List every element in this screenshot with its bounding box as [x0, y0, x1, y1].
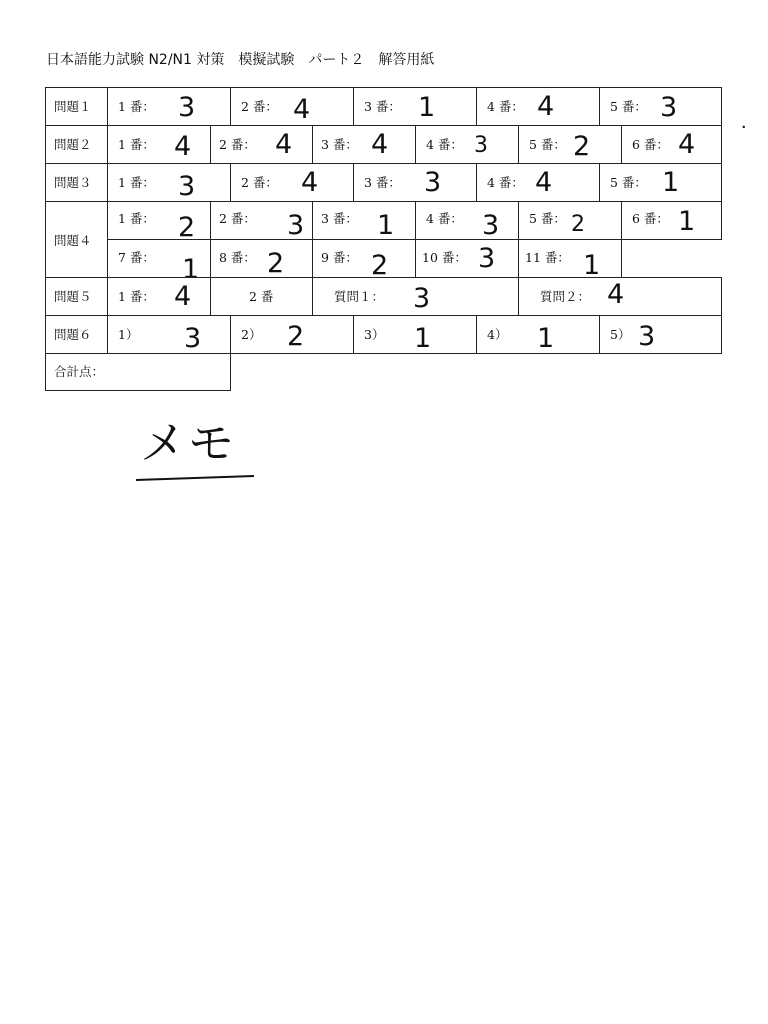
mondai6-item-1-label: 1）: [118, 327, 139, 342]
mondai3-item-2-label: 2 番：: [241, 175, 278, 190]
mondai4-item-5-label: 5 番：: [529, 211, 566, 226]
memo-heading: メモ: [140, 416, 236, 470]
mondai2-item-2-label: 2 番：: [219, 137, 256, 152]
mondai6-item-4-answer: 1: [537, 323, 555, 354]
mondai3-item-4-answer: 4: [535, 167, 553, 198]
mondai1-answer-cell-5[interactable]: [599, 87, 722, 126]
mondai2-item-1-answer: 4: [174, 131, 192, 162]
mondai1-item-4-label: 4 番：: [487, 99, 524, 114]
mondai6-item-5-label: 5）: [610, 327, 631, 342]
mondai4-answer-cell-6[interactable]: [621, 201, 722, 240]
mondai4-answer-cell-8[interactable]: [210, 239, 313, 278]
mondai5-q2-answer: 4: [607, 279, 625, 310]
mondai4-item-6-answer: 1: [678, 206, 696, 237]
mondai4-header-cell: [45, 201, 108, 278]
mondai6-answer-cell-3[interactable]: [353, 315, 477, 354]
mondai4-item-4-answer: 3: [482, 210, 500, 240]
mondai6-item-2-answer: 2: [287, 321, 305, 352]
mondai5-q1-label: 質問１：: [334, 289, 385, 304]
mondai3-answer-cell-1[interactable]: [107, 163, 231, 202]
mondai5-q1-answer: 3: [413, 283, 431, 314]
mondai5-q2-cell[interactable]: [518, 277, 722, 316]
mondai1-item-5-label: 5 番：: [610, 99, 647, 114]
mondai3-header-cell: [45, 163, 108, 202]
mondai2-item-1-label: 1 番：: [118, 137, 155, 152]
mondai5-item1-label: 1 番：: [118, 289, 155, 304]
mondai1-header-cell: [45, 87, 108, 126]
mondai4-item-11-answer: 1: [583, 250, 601, 278]
mondai2-item-3-answer: 4: [371, 129, 389, 160]
mondai1-item-5-answer: 3: [660, 92, 678, 123]
mondai1-item-2-label: 2 番：: [241, 99, 278, 114]
mondai1-answer-cell-4[interactable]: [476, 87, 600, 126]
mondai3-item-1-answer: 3: [178, 171, 196, 202]
mondai2-answer-cell-4[interactable]: [415, 125, 519, 164]
mondai5-q1-cell[interactable]: [312, 277, 519, 316]
mondai6-item-4-label: 4）: [487, 327, 508, 342]
total-score-cell[interactable]: [45, 353, 231, 391]
mondai4-answer-cell-2[interactable]: [210, 201, 313, 240]
mondai6-item-2-label: 2）: [241, 327, 262, 342]
mondai3-item-1-label: 1 番：: [118, 175, 155, 190]
mondai4-answer-cell-7[interactable]: [107, 239, 211, 278]
mondai5-item2-cell: [210, 277, 313, 316]
total-score-label: 合計点：: [54, 364, 105, 379]
mondai1-item-2-answer: 4: [293, 94, 311, 125]
mondai2-answer-cell-3[interactable]: [312, 125, 416, 164]
mondai3-item-5-answer: 1: [662, 167, 680, 198]
mondai5-item1-cell[interactable]: [107, 277, 211, 316]
mondai4-item-10-label: 10 番：: [422, 250, 467, 265]
mondai3-item-4-label: 4 番：: [487, 175, 524, 190]
mondai1-label: 問題１: [54, 99, 92, 114]
mondai1-item-1-answer: 3: [178, 92, 196, 123]
mondai3-item-2-answer: 4: [301, 167, 319, 198]
mondai2-item-6-answer: 4: [678, 129, 696, 160]
stray-dot: ．: [741, 112, 759, 133]
mondai1-item-4-answer: 4: [537, 91, 555, 122]
mondai6-header-cell: [45, 315, 108, 354]
mondai4-answer-cell-11[interactable]: [518, 239, 622, 278]
mondai4-item-3-label: 3 番：: [321, 211, 358, 226]
mondai4-item-5-answer: 2: [571, 212, 585, 237]
mondai2-answer-cell-6[interactable]: [621, 125, 722, 164]
mondai3-label: 問題３: [54, 175, 92, 190]
mondai3-answer-cell-2[interactable]: [230, 163, 354, 202]
mondai4-item-7-label: 7 番：: [118, 250, 155, 265]
mondai3-item-3-answer: 3: [424, 167, 442, 198]
mondai6-item-3-answer: 1: [414, 323, 432, 354]
mondai2-item-2-answer: 4: [275, 129, 293, 160]
mondai1-item-1-label: 1 番：: [118, 99, 155, 114]
mondai4-item-10-answer: 3: [478, 243, 496, 274]
mondai1-answer-cell-1[interactable]: [107, 87, 231, 126]
mondai6-answer-cell-4[interactable]: [476, 315, 600, 354]
mondai1-answer-cell-2[interactable]: [230, 87, 354, 126]
mondai4-answer-cell-3[interactable]: [312, 201, 416, 240]
mondai1-item-3-answer: 1: [418, 92, 436, 123]
mondai3-item-3-label: 3 番：: [364, 175, 401, 190]
mondai6-answer-cell-2[interactable]: [230, 315, 354, 354]
mondai5-label: 問題５: [54, 289, 92, 304]
mondai6-answer-cell-5[interactable]: [599, 315, 722, 354]
mondai4-answer-cell-10[interactable]: [415, 239, 519, 278]
mondai2-answer-cell-2[interactable]: [210, 125, 313, 164]
mondai2-item-3-label: 3 番：: [321, 137, 358, 152]
mondai3-answer-cell-5[interactable]: [599, 163, 722, 202]
sheet-title: 日本語能力試験 N2/N1 対策 模擬試験 パート２ 解答用紙: [46, 52, 435, 68]
mondai3-answer-cell-3[interactable]: [353, 163, 477, 202]
mondai5-item2-label: 2 番: [249, 289, 274, 304]
mondai4-answer-cell-9[interactable]: [312, 239, 416, 278]
mondai1-answer-cell-3[interactable]: [353, 87, 477, 126]
mondai4-answer-cell-1[interactable]: [107, 201, 211, 240]
mondai6-label: 問題６: [54, 327, 92, 342]
mondai6-answer-cell-1[interactable]: [107, 315, 231, 354]
mondai2-item-4-label: 4 番：: [426, 137, 463, 152]
memo-underline: [136, 475, 254, 481]
mondai4-item-1-answer: 2: [178, 212, 196, 240]
mondai4-item-4-label: 4 番：: [426, 211, 463, 226]
mondai4-item-6-label: 6 番：: [632, 211, 669, 226]
mondai4-item-2-label: 2 番：: [219, 211, 256, 226]
mondai4-answer-cell-5[interactable]: [518, 201, 622, 240]
mondai2-item-5-answer: 2: [573, 131, 591, 162]
mondai4-item-11-label: 11 番：: [525, 250, 570, 265]
mondai4-label: 問題４: [54, 233, 92, 248]
mondai2-label: 問題２: [54, 137, 92, 152]
mondai4-item-2-answer: 3: [287, 210, 305, 240]
mondai6-item-1-answer: 3: [184, 323, 202, 354]
mondai4-answer-cell-4[interactable]: [415, 201, 519, 240]
mondai2-answer-cell-1[interactable]: [107, 125, 211, 164]
mondai4-item-8-label: 8 番：: [219, 250, 256, 265]
mondai2-item-5-label: 5 番：: [529, 137, 566, 152]
mondai2-item-4-answer: 3: [474, 133, 488, 158]
mondai3-item-5-label: 5 番：: [610, 175, 647, 190]
mondai2-header-cell: [45, 125, 108, 164]
mondai6-item-5-answer: 3: [638, 321, 656, 352]
mondai1-item-3-label: 3 番：: [364, 99, 401, 114]
mondai5-q2-label: 質問２：: [540, 289, 591, 304]
mondai4-item-7-answer: 1: [182, 254, 200, 278]
mondai4-item-9-label: 9 番：: [321, 250, 358, 265]
mondai5-header-cell: [45, 277, 108, 316]
mondai2-answer-cell-5[interactable]: [518, 125, 622, 164]
mondai4-item-3-answer: 1: [377, 210, 395, 240]
mondai4-item-1-label: 1 番：: [118, 211, 155, 226]
mondai4-item-8-answer: 2: [267, 248, 285, 278]
mondai2-item-6-label: 6 番：: [632, 137, 669, 152]
mondai6-item-3-label: 3）: [364, 327, 385, 342]
mondai5-item1-answer: 4: [174, 281, 192, 312]
mondai3-answer-cell-4[interactable]: [476, 163, 600, 202]
mondai4-item-9-answer: 2: [371, 250, 389, 278]
